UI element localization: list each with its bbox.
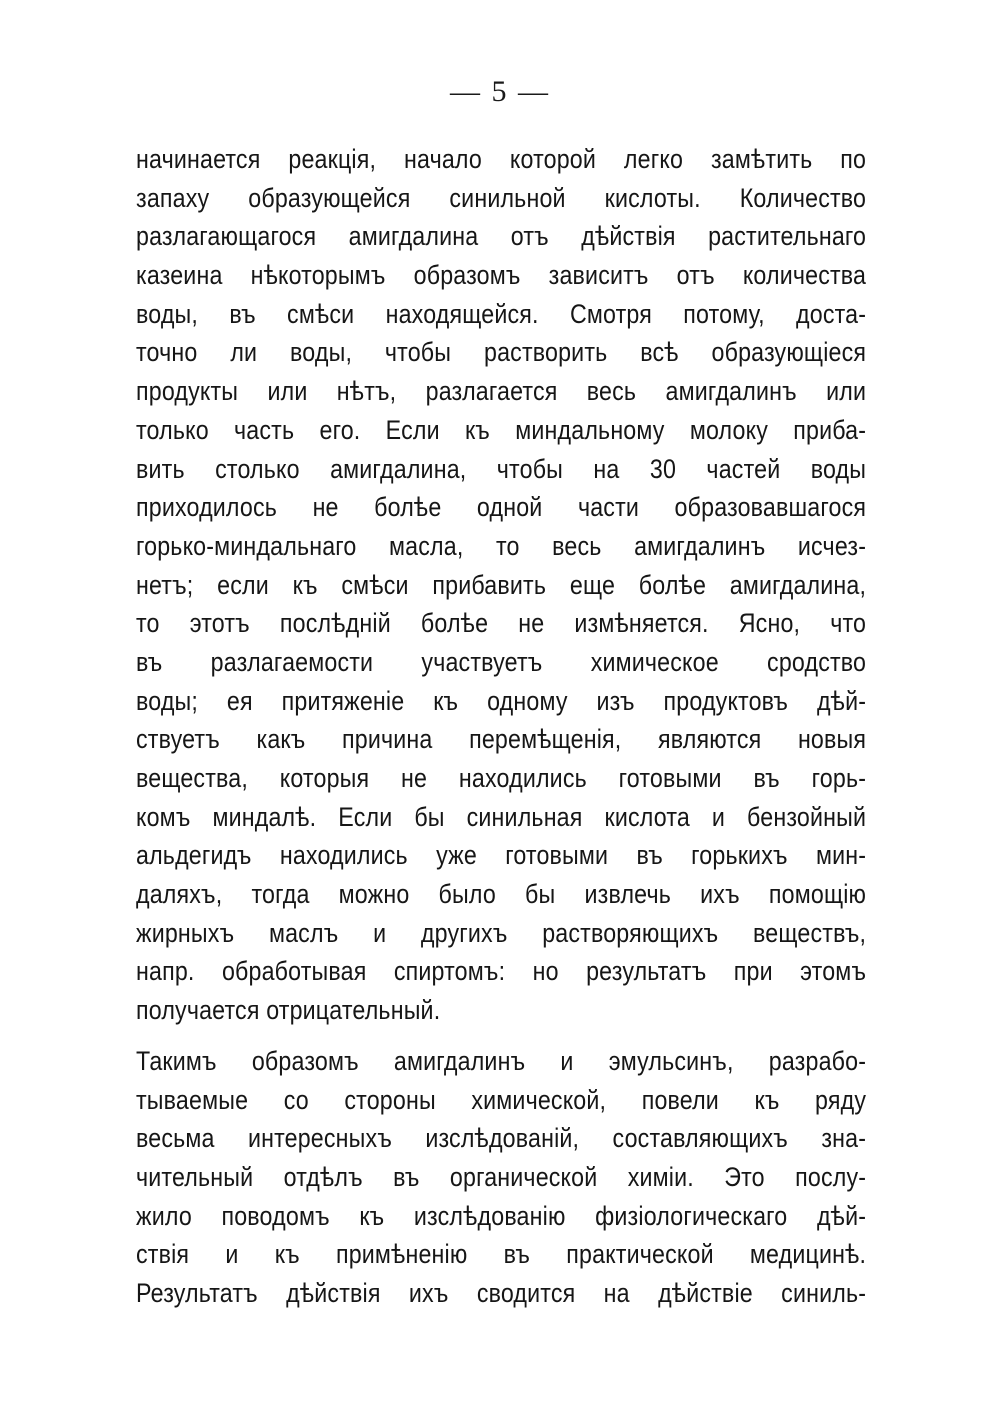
text-line: продукты или нѣтъ, разлагается весь амигдалинъ или [136, 376, 867, 407]
text-line: даляхъ, тогда можно было бы извлечь ихъ помощію [136, 879, 867, 910]
text-line: горько-миндальнаго масла, то весь амигдалинъ исчез- [136, 530, 867, 561]
text-line: воды, въ смѣси находящейся. Смотря потому, доста- [136, 298, 867, 329]
text-line: приходилось не болѣе одной части образовавшагося [136, 492, 867, 523]
text-line: жило поводомъ къ изслѣдованію физіологическаго дѣй- [136, 1200, 867, 1231]
text-line: альдегидъ находились уже готовыми въ горькихъ мин- [136, 840, 867, 871]
text-line: жирныхъ маслъ и другихъ растворяющихъ веществъ, [136, 917, 867, 948]
text-line: казеина нѣкоторымъ образомъ зависитъ отъ количества [136, 260, 867, 291]
text-line-content: Такимъ образомъ амигдалинъ и эмульсинъ, разрабо- [136, 1045, 867, 1076]
text-line: получается отрицательный. [136, 995, 441, 1026]
text-line: только часть его. Если къ миндальному молоку приба- [136, 414, 867, 445]
text-line: точно ли воды, чтобы растворить всѣ образующіеся [136, 337, 867, 368]
text-line: ствуетъ какъ причина перемѣщенія, являются новыя [136, 724, 867, 755]
text-line: Результатъ дѣйствія ихъ сводится на дѣйствіе синиль- [136, 1277, 867, 1308]
text-line: нетъ; если къ смѣси прибавить еще болѣе амигдалина, [136, 569, 867, 600]
text-line: весьма интересныхъ изслѣдованій, составляющихъ зна- [136, 1123, 867, 1154]
text-line: начинается реакція, начало которой легко замѣтить по [136, 144, 867, 174]
body-text [136, 140, 866, 1313]
text-line: напр. обработывая спиртомъ: но результатъ при этомъ [136, 956, 867, 987]
text-line [136, 1042, 866, 1081]
text-line: вещества, которыя не находились готовыми въ горь- [136, 763, 867, 793]
text-line: вить столько амигдалина, чтобы на 30 частей воды [136, 453, 867, 484]
text-line: комъ миндалѣ. Если бы синильная кислота и бензойный [136, 801, 867, 832]
paragraph-2 [136, 1042, 866, 1313]
text-line: тываемые со стороны химической, повели къ ряду [136, 1084, 867, 1115]
text-line: чительный отдѣлъ въ органической химіи. Это послу- [136, 1161, 867, 1192]
paragraph-1 [136, 140, 866, 1030]
text-line: то этотъ послѣдній болѣе не измѣняется. Ясно, что [136, 608, 867, 639]
text-line: ствія и къ примѣненію въ практической медицинѣ. [136, 1239, 867, 1270]
text-line: запаху образующейся синильной кислоты. Количество [136, 182, 867, 213]
text-line: въ разлагаемости участвуетъ химическое сродство [136, 646, 867, 677]
page-number: — 5 — [450, 75, 550, 108]
text-line: разлагающагося амигдалина отъ дѣйствія растительнаго [136, 221, 867, 252]
text-line: воды; ея притяженіе къ одному изъ продуктовъ дѣй- [136, 685, 867, 716]
paragraph-gap [136, 1030, 866, 1042]
